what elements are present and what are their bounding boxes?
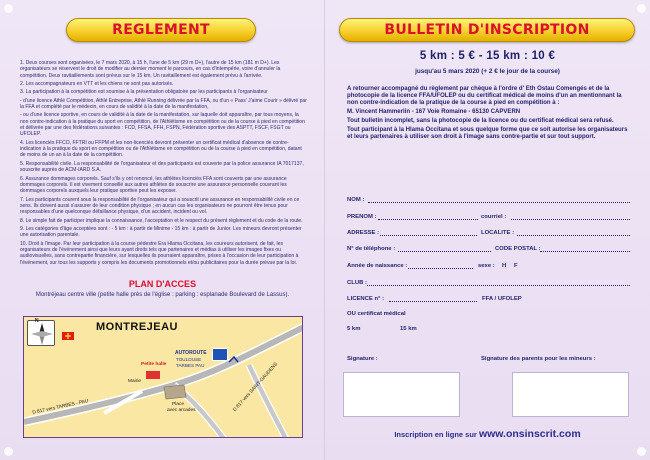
rule-4: 4. Les licenciés FFCO, FFTRI ou FFPM et les non-licenciés devront présenter un certificat médical d'absence de contre-indication à la pratique du sport en compétition ou de l'Athlétisme en compétition ou de la course à pied en compétition, datant de moins de un an à la date de la compétition. bbox=[20, 139, 302, 159]
place-label: Place bbox=[172, 402, 184, 407]
deadline-line: jusqu'au 5 mars 2020 (+ 2 € le jour de la course) bbox=[415, 68, 560, 75]
corner-dot bbox=[637, 4, 646, 13]
corner-dot bbox=[637, 447, 646, 456]
licence-input[interactable] bbox=[389, 296, 477, 302]
intro-return: A retourner accompagné du règlement par chèque à l'ordre d' Eth Ostau Comengés et de la photocopie de la licence FFA/UFOLEP ou du certificat médical de moins d'un an mentionnant la non contre-indication de la pratique de la course à pied en compétition à : bbox=[347, 86, 622, 107]
club-text: CLUB : bbox=[347, 280, 367, 286]
signature-parents-box[interactable] bbox=[512, 372, 629, 417]
corner-dot bbox=[4, 447, 13, 456]
club-input[interactable] bbox=[367, 280, 630, 286]
rule-5: 5. Responsabilité civile. La responsabilité de l'organisateur et des participants est couverte par la police assurance IA 7017137, souscrite auprès de ACM-IARD S.A. bbox=[20, 160, 304, 174]
licence-text: LICENCE n° : bbox=[347, 296, 385, 302]
road-left-label: D 817 vers TARBES - PAU bbox=[32, 399, 89, 416]
reglement-header: REGLEMENT bbox=[66, 18, 256, 42]
rule-9: 9. Les catégories d'âge acceptées sont : - 5 km : à partir de Minime - 15 km : à partir de Junior. Les mineurs devront présenter une autorisation parentale. bbox=[20, 225, 302, 239]
inscription-header: BULLETIN D'INSCRIPTION bbox=[339, 18, 635, 42]
prenom-text: PRENOM : bbox=[347, 214, 377, 220]
rule-3: 3. La participation à la compétition est soumise à la présentation obligatoire par les participants à l'organisateur bbox=[20, 89, 268, 96]
tarbes-pau-label: TARBES PAU bbox=[176, 363, 205, 368]
certificat-text: OU certificat médical bbox=[347, 311, 406, 317]
compass-north-label: N bbox=[35, 318, 39, 324]
plan-subtitle: Montréjeau centre ville (petite halle près de l'église : parking : esplanade Boulevard de Lassus). bbox=[35, 292, 290, 298]
code-postal-text: CODE POSTAL : bbox=[495, 246, 541, 252]
nom-text: NOM : bbox=[347, 197, 365, 203]
sexe-h-option[interactable]: H bbox=[502, 263, 507, 269]
adresse-text: ADRESSE : bbox=[347, 230, 380, 236]
signature-parents-text: Signature des parents pour les mineurs : bbox=[481, 356, 596, 362]
km15-option[interactable]: 15 km bbox=[400, 326, 417, 332]
telephone-input[interactable] bbox=[398, 246, 491, 252]
localite-text: LOCALITE : bbox=[481, 230, 515, 236]
localite-input[interactable] bbox=[517, 230, 630, 236]
ffa-ufolep-text: FFA / UFOLEP bbox=[482, 296, 522, 302]
courriel-text: courriel : bbox=[481, 214, 507, 220]
naissance-text: Année de naissance : bbox=[347, 263, 408, 269]
petite-halle-label: Petite halle bbox=[141, 362, 167, 367]
plan-title: PLAN D'ACCES bbox=[128, 279, 197, 289]
rule-1: 1. Deux courses sont organisées, le 7 mars 2020, à 15 h, l'une de 5 km (29 m D+), l'autre de 15 km (181 m D+). Les organisateurs se réservent le droit de modifier au dernier moment le parcours, en cas d'intempérie, voire d'annuler la compétition. Deux ravitaillements sont prévus sur le 15 km. Un ravitaillement est également prévu à l'arrivée. bbox=[20, 60, 281, 79]
rule-2: 2. Les accompagnateurs en VTT et les chiens ne sont pas autorisés. bbox=[20, 81, 174, 88]
arcades-label: avec arcades bbox=[167, 408, 196, 413]
code-postal-input[interactable] bbox=[540, 246, 630, 252]
naissance-input[interactable] bbox=[408, 263, 473, 269]
mairie-label: Mairie bbox=[128, 379, 142, 384]
intro-address: M. Vincent Hammerlin - 167 Voie Romaine - 65130 CAPVERN bbox=[347, 109, 521, 116]
online-line bbox=[325, 428, 650, 440]
signature-box[interactable] bbox=[343, 372, 460, 417]
road-right-label: D 817 vers SAINT-GAUDENS bbox=[232, 362, 280, 413]
rule-8: 8. Le simple fait de participer implique la connaissance, l'acceptation et le respect du présent règlement et du code de la route. bbox=[20, 217, 303, 224]
map-town-title: MONTREJEAU bbox=[96, 321, 179, 333]
online-label: Inscription en ligne sur bbox=[394, 430, 477, 439]
intro-image-rights: Tout participant à la Hlama Occitana et sous quelque forme que ce soit autorise les organisateurs et leurs partenaires à utiliser son droit à l'image sans contre-partie et sur tout support. bbox=[347, 126, 628, 140]
sexe-text: sexe : bbox=[478, 263, 495, 269]
adresse-input[interactable] bbox=[380, 230, 477, 236]
autoroute-label: AUTOROUTE bbox=[175, 350, 207, 356]
telephone-text: N° de téléphone : bbox=[347, 246, 396, 252]
intro-incomplete: Tout bulletin incomplet, sans la photocopie de la licence ou du certificat médical sera refusé. bbox=[347, 117, 614, 124]
rule-6: 6. Assurance dommages corporels. Sauf s'ils y ont renoncé, les athlètes licenciés FFA sont couverts par une assurance dommages corporels. Il est vivement conseillé aux autres athlètes de souscrire une assurance personnelle couvrant les dommages corporels auxquels leur pratique sportive peut les exposer. bbox=[20, 175, 287, 195]
rule-3a: - d'une licence Athlé Compétition, Athlé Entreprise, Athlé Running délivrée par la FFA, ou d'un « Pass' J'aime Courir » délivré par la FFA et complété par le médecin, en cours de validité à la date de la manifestation, bbox=[20, 97, 307, 111]
rule-7: 7. Les participants courent sous la responsabilité de l'organisateur qui a souscrit une assurance en responsabilité civile en ce sens. Ils doivent aussi s'assurer de leur condition physique ; en aucun cas les organisateurs ne pourront être tenus pour responsables d'une quelconque défaillance physique, d'un accident, incident ou vol. bbox=[20, 196, 300, 216]
toulouse-label: TOULOUSE bbox=[176, 357, 202, 362]
online-url-link[interactable]: www.onsinscrit.com bbox=[478, 428, 581, 440]
sexe-f-option[interactable]: F bbox=[514, 263, 518, 269]
courriel-input[interactable] bbox=[511, 214, 630, 220]
signature-text: Signature : bbox=[347, 356, 378, 362]
km5-option[interactable]: 5 km bbox=[347, 326, 361, 332]
rule-10: 10. Droit à l'image. Par leur participation à la course pédestre Era Hlama Occitana, les coureurs autorisent, de fait, les organisateurs de l'événement ainsi que leurs ayant droits tels que partenaires et médias à utiliser les images fixes ou audiovisuelles, sans contrepartie financière, sur lesquelles ils pourraient apparaître, prises à l'occasion de leur participation à l'événement, sur tous les supports y compris les documents promotionnels et/ou publicitaires pour la durée prévue par la loi. bbox=[20, 240, 299, 266]
rule-3b: - ou d'une licence sportive, en cours de validité à la date de la manifestation, sur laquelle doit apparaître, par tous moyens, la non contre-indication à la pratique du sport en compétition, de l'Athlétisme en compétition ou de la course à pied en compétition et délivrée par une des fédérations suivantes : FCD, FFSA, FFH, FSPN, Fédération sportive des ASPTT, FSCF, FSGT ou UFOLEP. bbox=[20, 112, 305, 138]
prices-line: 5 km : 5 € - 15 km : 10 € bbox=[419, 50, 556, 62]
nom-input[interactable] bbox=[368, 197, 630, 203]
corner-dot bbox=[4, 4, 13, 13]
prenom-input[interactable] bbox=[378, 214, 478, 220]
